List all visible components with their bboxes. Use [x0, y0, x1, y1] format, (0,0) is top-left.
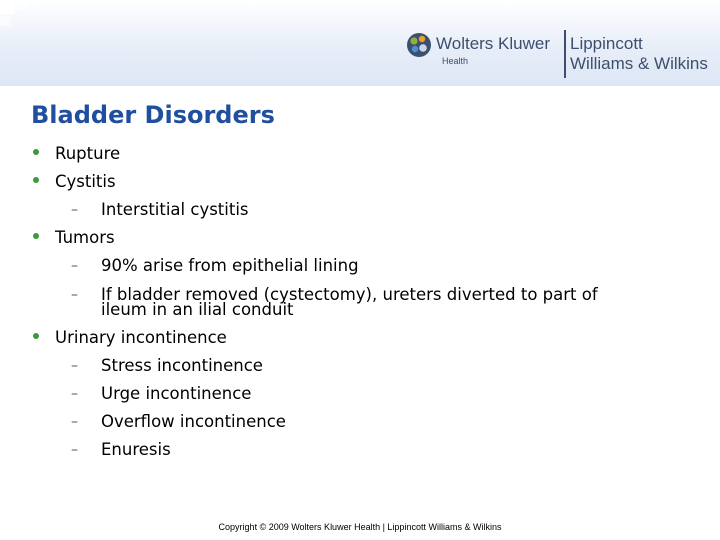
corner-square: [30, 0, 40, 6]
bullet-text: Tumors: [55, 228, 115, 247]
dash-mark: –: [71, 287, 78, 303]
dash-mark: –: [71, 202, 78, 218]
bullet-text: Urinary incontinence: [55, 328, 227, 347]
publisher-logo: [406, 30, 716, 80]
logo-divider: [564, 30, 566, 78]
wolters-kluwer-logo-icon: [406, 32, 432, 58]
bullet-text: Interstitial cystitis: [101, 200, 249, 219]
dash-mark: –: [71, 358, 78, 374]
bullet-dot-icon: [33, 177, 39, 183]
bullet-text: 90% arise from epithelial lining: [101, 256, 359, 275]
bullet-text: Cystitis: [55, 172, 116, 191]
bullet-text: If bladder removed (cystectomy), ureters diverted to part of: [101, 285, 598, 304]
copyright-footer: Copyright © 2009 Wolters Kluwer Health | Lippincott Williams & Wilkins: [218, 522, 502, 532]
corner-square: [16, 0, 28, 10]
sub-bullet-item: [71, 440, 171, 459]
sub-bullet-item: [71, 412, 286, 431]
sub-bullet-item: [71, 356, 263, 375]
dash-mark: –: [71, 442, 78, 458]
bullet-item: [55, 230, 115, 246]
corner-square: [0, 0, 14, 14]
bullet-text: Enuresis: [101, 440, 171, 459]
sub-bullet-item: [71, 384, 252, 403]
slide-title: Bladder Disorders: [31, 101, 275, 129]
sub-bullet-item: [71, 256, 359, 275]
bullet-text: Overflow incontinence: [101, 412, 286, 431]
dash-mark: –: [71, 258, 78, 274]
sub-bullet-item: [71, 200, 249, 219]
health-text: Health: [442, 56, 469, 66]
bullet-dot-icon: [33, 233, 39, 239]
bullet-item: [55, 330, 227, 346]
sub-bullet-continuation: [101, 302, 294, 318]
bullet-text: Urge incontinence: [101, 384, 252, 403]
bullet-item: [55, 174, 116, 190]
bullet-text: Stress incontinence: [101, 356, 263, 375]
bullet-dot-icon: [33, 149, 39, 155]
dash-mark: –: [71, 386, 78, 402]
bullet-item: [55, 146, 120, 162]
corner-square: [0, 16, 10, 26]
williams-wilkins-text: Williams & Wilkins: [570, 54, 708, 73]
lippincott-text: Lippincott: [570, 34, 643, 53]
bullet-text: ileum in an ilial conduit: [101, 300, 294, 319]
bullet-dot-icon: [33, 333, 39, 339]
bullet-text: Rupture: [55, 144, 121, 163]
wolters-kluwer-text: Wolters Kluwer: [436, 34, 550, 53]
dash-mark: –: [71, 414, 78, 430]
